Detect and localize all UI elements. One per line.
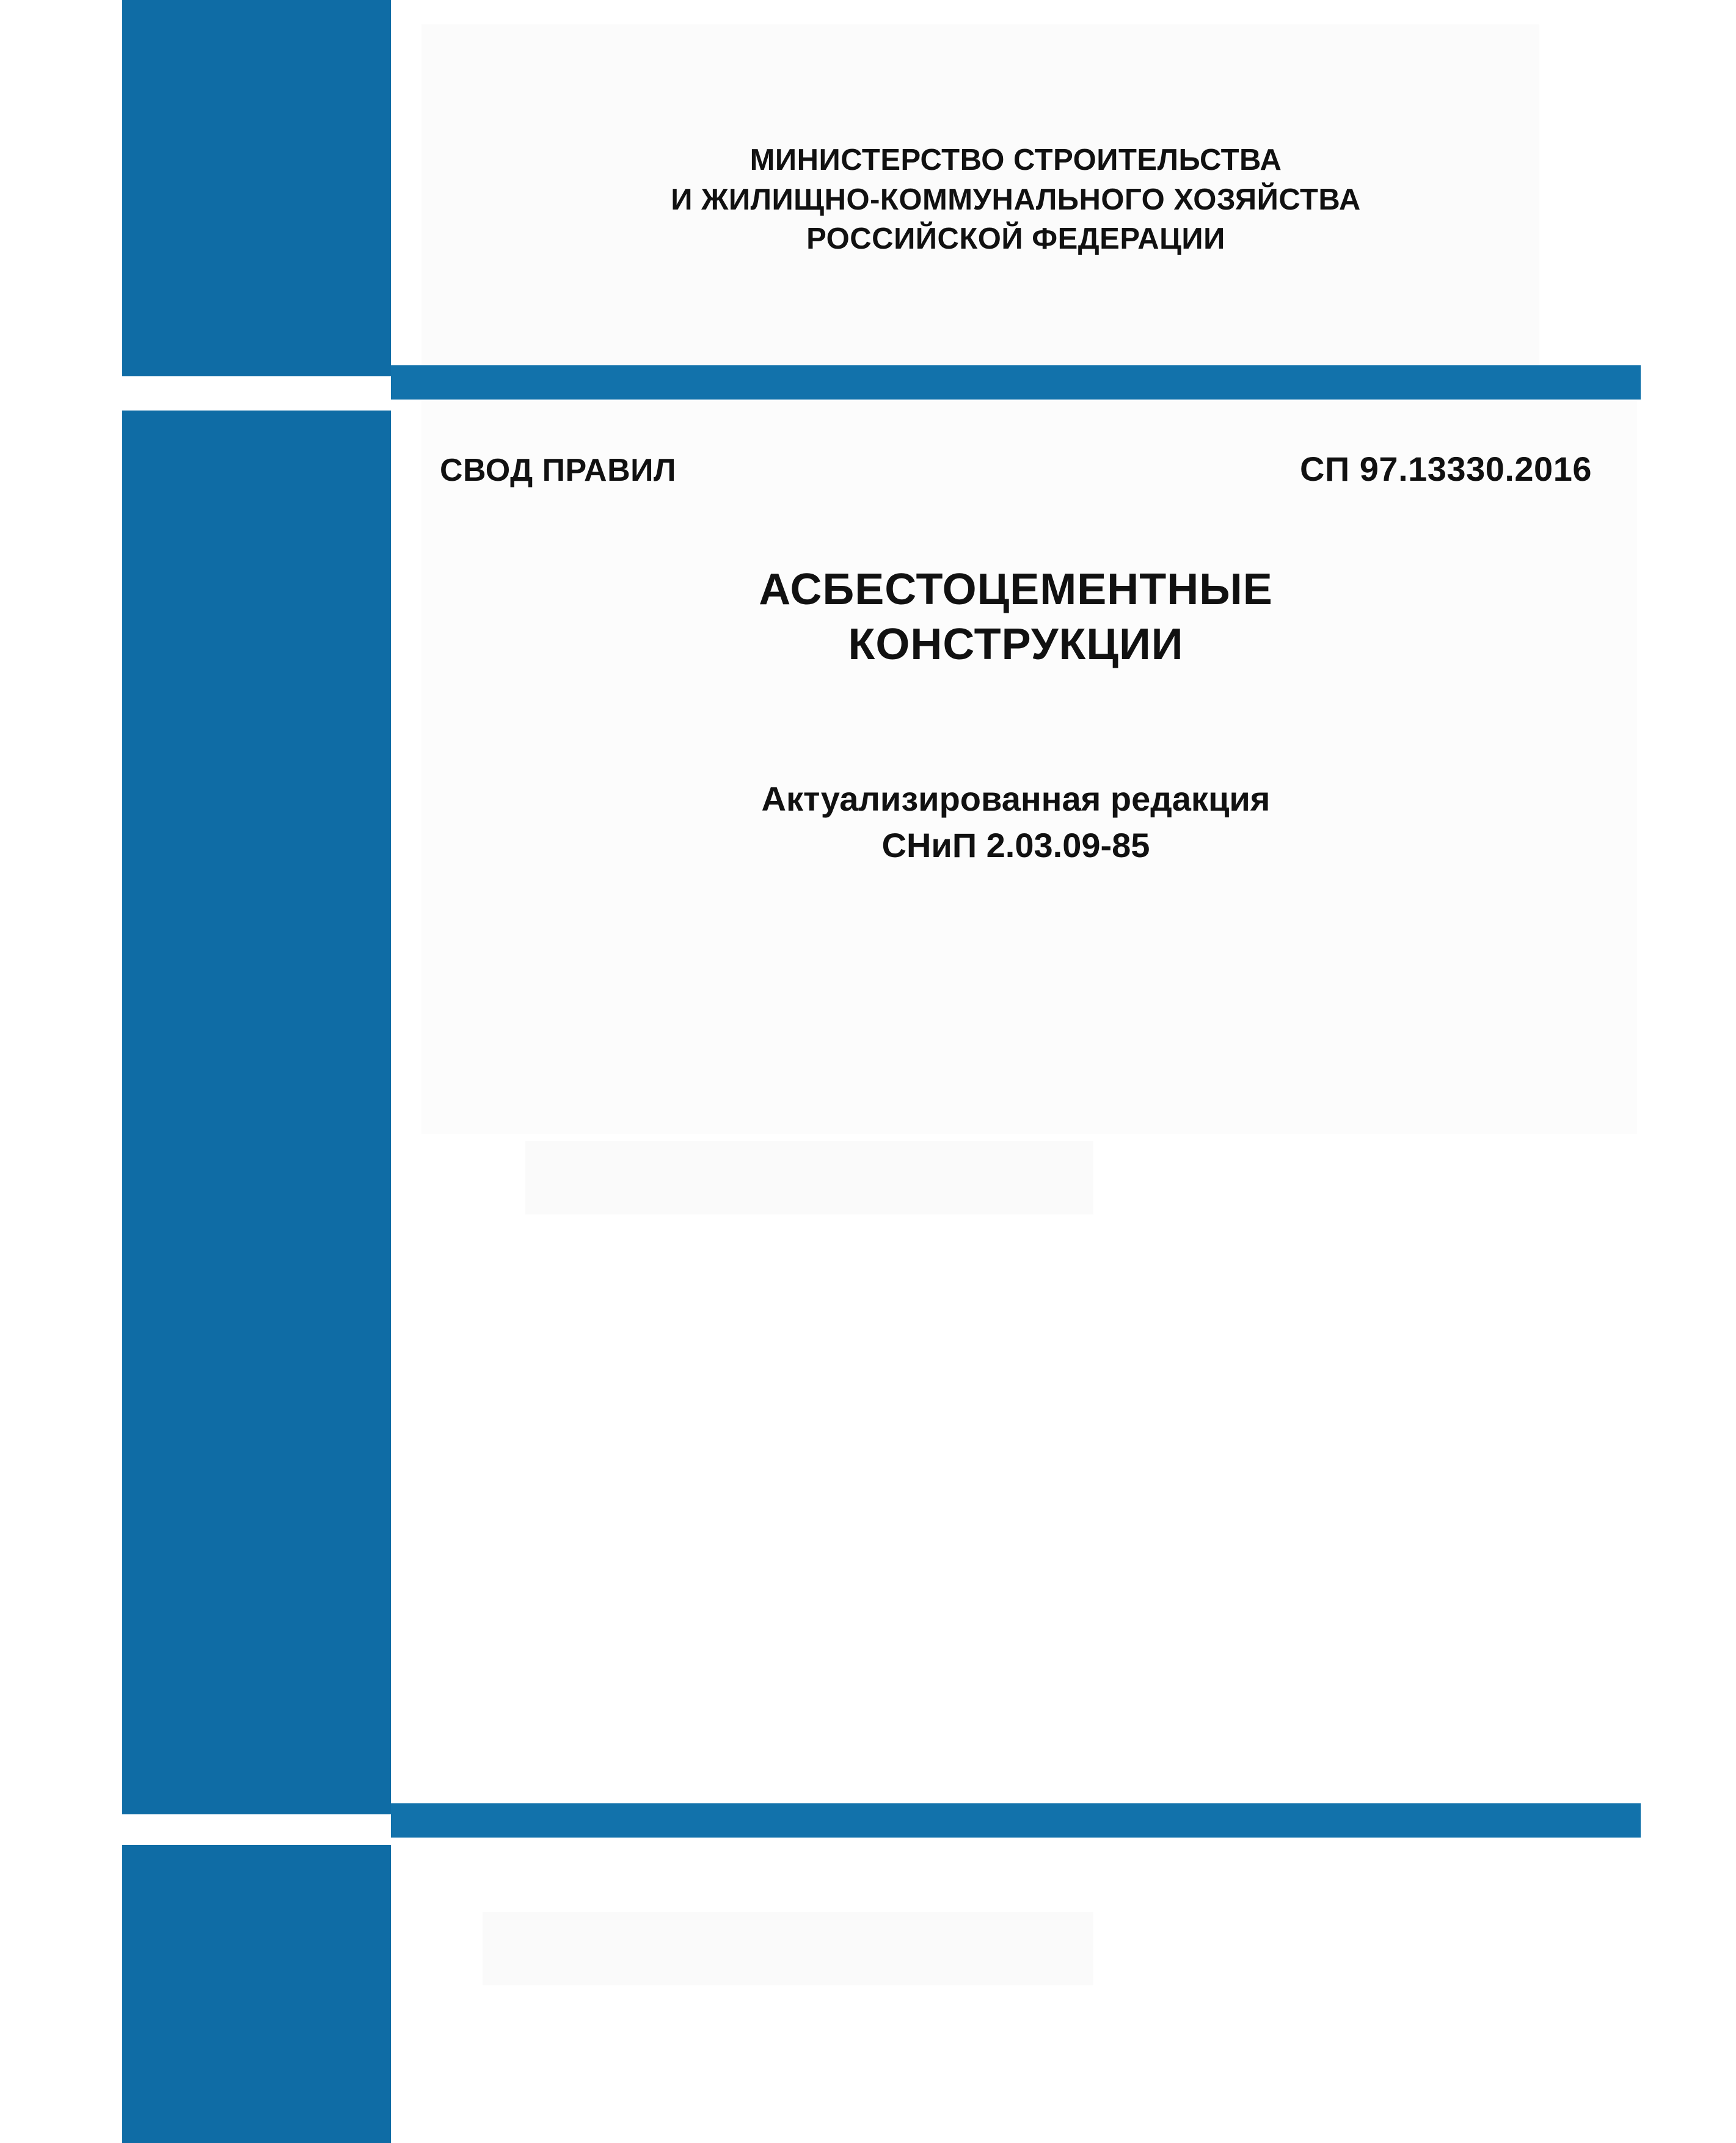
page-subtitle xyxy=(391,776,1641,868)
document-type-label: СВОД ПРАВИЛ xyxy=(440,453,677,488)
document-number: СП 97.13330.2016 xyxy=(1300,450,1592,488)
page-subtitle-line-2: СНиП 2.03.09-85 xyxy=(881,825,1150,864)
horizontal-rule-top xyxy=(391,365,1641,400)
background-panel-middle xyxy=(421,401,1637,1134)
page-title-line-1: АСБЕСТОЦЕМЕНТНЫЕ xyxy=(759,565,1273,614)
left-accent-bar-middle xyxy=(122,411,391,1814)
background-panel-bottom xyxy=(483,1912,1093,1985)
horizontal-rule-bottom xyxy=(391,1803,1641,1838)
left-accent-bar-top xyxy=(122,0,391,376)
page-title-line-2: КОНСТРУКЦИИ xyxy=(848,620,1184,669)
ministry-line-3: РОССИЙСКОЙ ФЕДЕРАЦИИ xyxy=(806,222,1225,256)
page-subtitle-line-1: Актуализированная редакция xyxy=(761,779,1271,818)
ministry-line-2: И ЖИЛИЩНО-КОММУНАЛЬНОГО ХОЗЯЙСТВА xyxy=(671,183,1361,216)
page-title xyxy=(391,562,1641,672)
ministry-line-1: МИНИСТЕРСТВО СТРОИТЕЛЬСТВА xyxy=(749,144,1282,177)
left-accent-bar-bottom xyxy=(122,1845,391,2143)
document-code-row xyxy=(391,449,1641,489)
background-panel-lower xyxy=(525,1141,1093,1214)
ministry-heading xyxy=(391,141,1641,259)
